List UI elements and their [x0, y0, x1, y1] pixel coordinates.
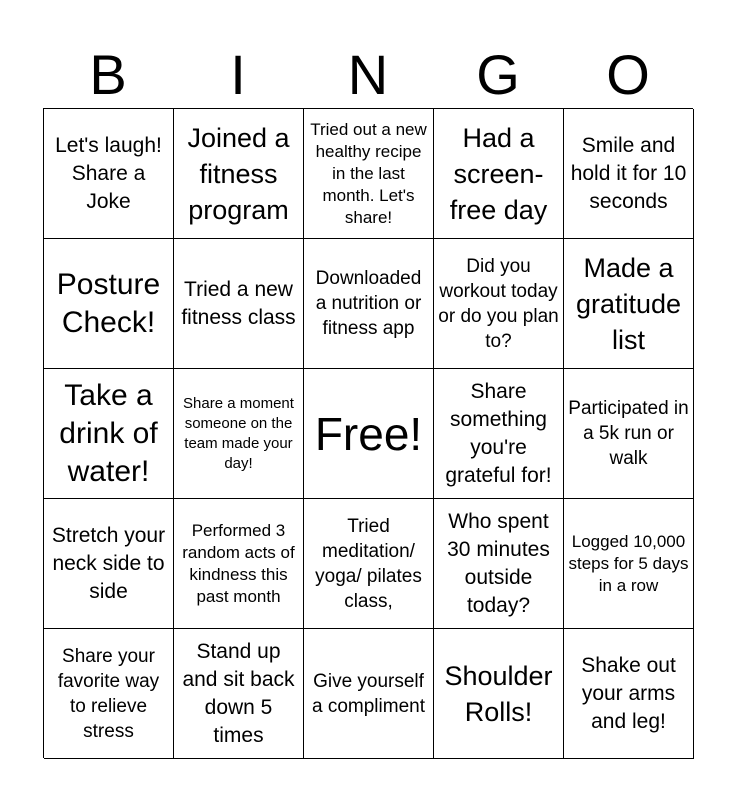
free-space-text: Free! — [314, 407, 423, 460]
bingo-cell-r2c2[interactable] — [174, 239, 304, 369]
cell-text: Shake out your arms and leg! — [581, 653, 676, 733]
bingo-cell-r4c3[interactable] — [304, 499, 434, 629]
bingo-cell-r1c5[interactable] — [564, 109, 694, 239]
bingo-cell-r2c5[interactable] — [564, 239, 694, 369]
bingo-cell-r2c3[interactable] — [304, 239, 434, 369]
header-letter-i: I — [230, 43, 246, 106]
cell-text: Smile and hold it for 10 seconds — [570, 133, 687, 213]
bingo-cell-r3c4[interactable] — [434, 369, 564, 499]
cell-text: Shoulder Rolls! — [444, 660, 553, 727]
bingo-cell-r3c5[interactable] — [564, 369, 694, 499]
cell-text: Share your favorite way to relieve stress — [57, 645, 160, 742]
cell-text: Tried meditation/ yoga/ pilates class, — [315, 515, 422, 612]
cell-text: Give yourself a compliment — [312, 670, 425, 717]
cell-text: Tried a new fitness class — [181, 277, 296, 329]
bingo-cell-r1c2[interactable] — [174, 109, 304, 239]
cell-text: Share a moment someone on the team made your day! — [183, 394, 294, 472]
header-letter-b: B — [89, 43, 127, 106]
cell-text: Had a screen-free day — [449, 122, 548, 225]
cell-text: Made a gratitude list — [575, 252, 682, 355]
header-letter-o: O — [606, 43, 650, 106]
cell-text: Participated in a 5k run or walk — [568, 398, 689, 469]
cell-text: Performed 3 random acts of kindness this past month — [182, 520, 295, 606]
cell-text: Tried out a new healthy recipe in the last month. Let's share! — [310, 119, 427, 227]
bingo-cell-r2c4[interactable] — [434, 239, 564, 369]
bingo-cell-r1c3[interactable] — [304, 109, 434, 239]
bingo-cell-r5c5[interactable] — [564, 629, 694, 759]
cell-text: Share something you're grateful for! — [445, 379, 552, 487]
bingo-cell-r5c3[interactable] — [304, 629, 434, 759]
cell-text: Did you workout today or do you plan to? — [438, 255, 559, 352]
bingo-cell-r5c4[interactable] — [434, 629, 564, 759]
cell-text: Let's laugh! Share a Joke — [55, 133, 162, 213]
cell-text: Downloaded a nutrition or fitness app — [315, 268, 422, 339]
bingo-cell-r3c2[interactable] — [174, 369, 304, 499]
cell-text: Take a drink of water! — [59, 378, 158, 488]
bingo-cell-r1c1[interactable] — [44, 109, 174, 239]
cell-text: Joined a fitness program — [187, 122, 290, 225]
bingo-cell-r4c1[interactable] — [44, 499, 174, 629]
cell-text: Posture Check! — [56, 267, 161, 339]
bingo-cell-r5c1[interactable] — [44, 629, 174, 759]
header-letter-g: G — [476, 43, 520, 106]
cell-text: Stretch your neck side to side — [51, 523, 166, 603]
header-letter-n: N — [347, 43, 389, 106]
bingo-cell-r4c5[interactable] — [564, 499, 694, 629]
bingo-header — [43, 42, 693, 108]
cell-text: Stand up and sit back down 5 times — [182, 639, 295, 747]
cell-text: Logged 10,000 steps for 5 days in a row — [568, 531, 689, 595]
bingo-cell-r1c4[interactable] — [434, 109, 564, 239]
bingo-cell-r4c2[interactable] — [174, 499, 304, 629]
bingo-board — [43, 108, 693, 758]
bingo-cell-r4c4[interactable] — [434, 499, 564, 629]
bingo-cell-r3c1[interactable] — [44, 369, 174, 499]
bingo-cell-r5c2[interactable] — [174, 629, 304, 759]
cell-text: Who spent 30 minutes outside today? — [447, 509, 550, 617]
bingo-free-space[interactable] — [304, 369, 434, 499]
bingo-cell-r2c1[interactable] — [44, 239, 174, 369]
